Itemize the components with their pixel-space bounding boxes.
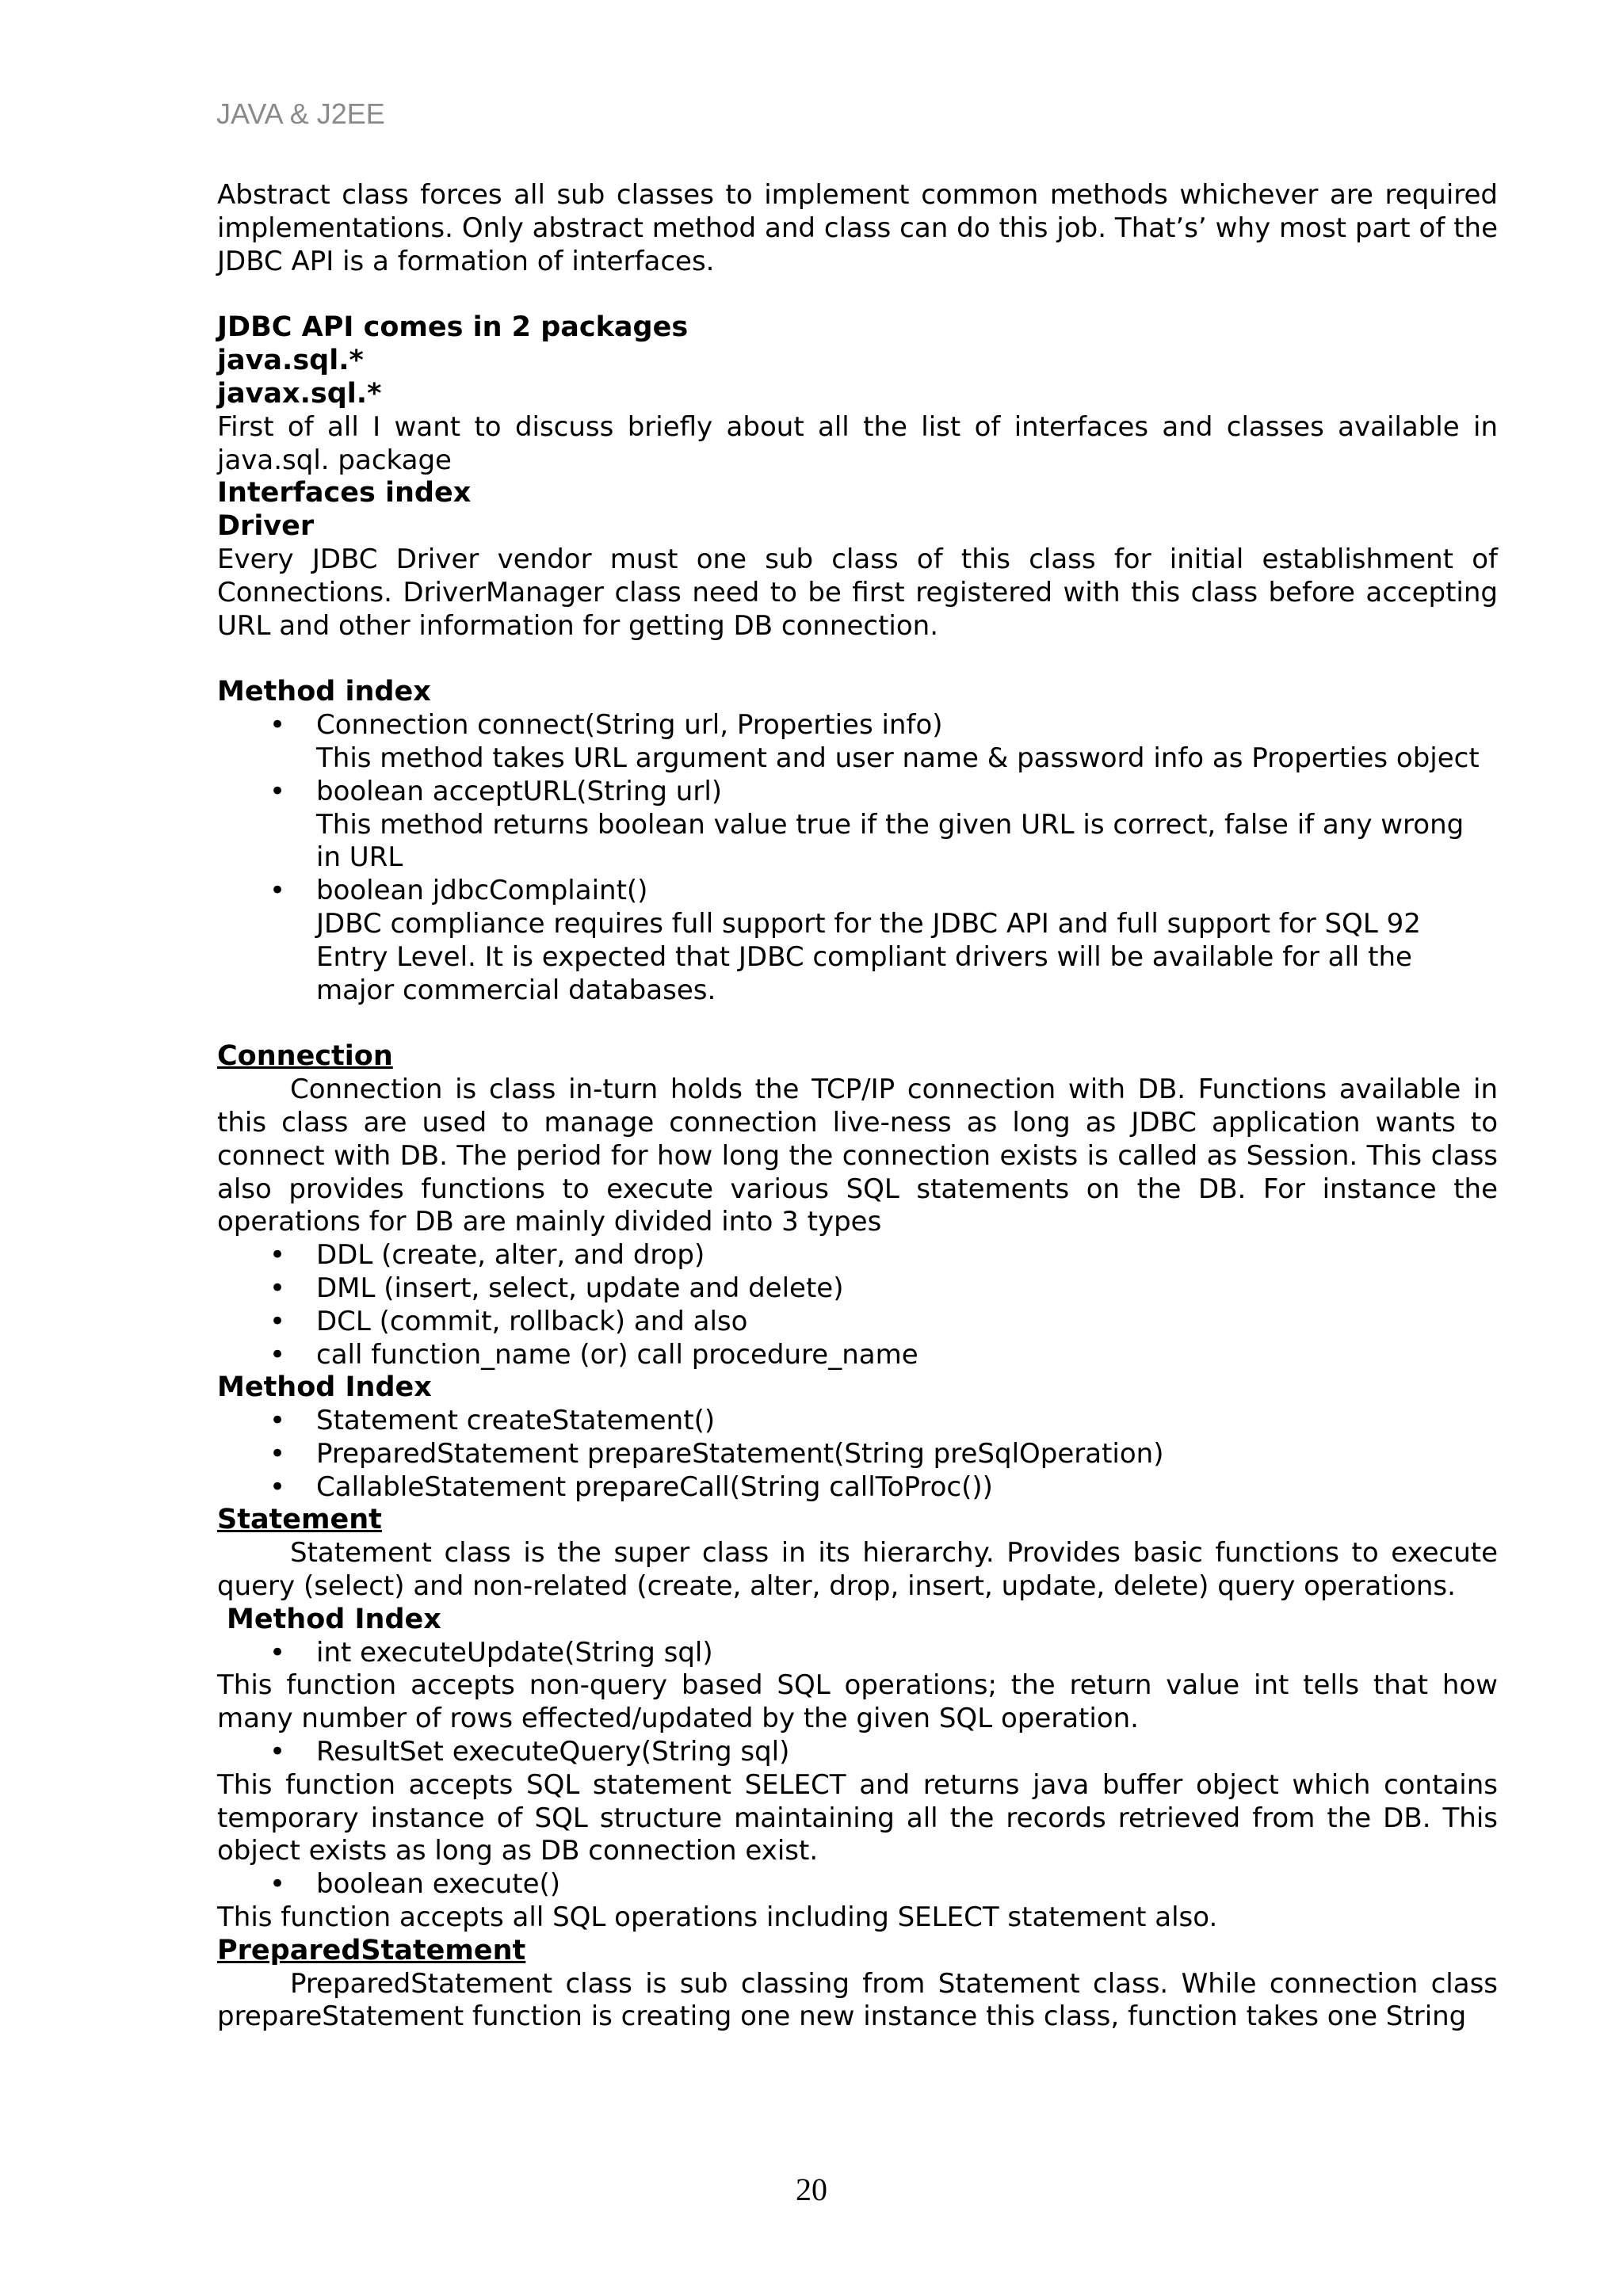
driver-method-index-heading: Method index xyxy=(217,676,431,708)
statement-method-list-3 xyxy=(217,1868,1498,1901)
page-content xyxy=(217,179,1498,2034)
spacer xyxy=(217,643,1498,676)
list-item xyxy=(217,1239,1498,1272)
running-header: JAVA & J2EE xyxy=(216,97,385,130)
list-item xyxy=(217,1471,1498,1505)
prepared-statement-description: PreparedStatement class is sub classing from Statement class. While connection class prepareStatement function is creating one new instance this class, function takes one String xyxy=(217,1967,1498,2033)
operation-type: call function_name (or) call procedure_name xyxy=(316,1338,918,1371)
method-description: This method returns boolean value true if the given URL is correct, false if any wrong in URL xyxy=(316,808,1465,874)
bullet-icon: • xyxy=(269,1405,286,1437)
package-java-sql: java.sql.* xyxy=(217,345,364,377)
connection-method-index-heading: Method Index xyxy=(217,1371,432,1404)
list-item xyxy=(217,1637,1498,1670)
list-item xyxy=(217,1272,1498,1306)
method-signature: boolean acceptURL(String url) xyxy=(316,775,723,807)
list-item xyxy=(217,1339,1498,1372)
connection-description: Connection is class in-turn holds the TCP/IP connection with DB. Functions available in this class are used to manage connection live-ness as long as JDBC application wants to connect with DB. The period for how long the connection exists is called as Session. This class also provides functions to execute various SQL statements on the DB. For instance the operations for DB are mainly divided into 3 types xyxy=(217,1074,1498,1238)
method-signature: boolean execute() xyxy=(316,1868,561,1901)
method-signature: boolean jdbcComplaint() xyxy=(316,875,648,907)
list-item xyxy=(217,709,1498,776)
method-description: This function accepts SQL statement SELECT and returns java buffer object which contains temporary instance of SQL structure maintaining all the records retrieved from the DB. This object exists as long as DB connection exist. xyxy=(217,1768,1498,1867)
bullet-icon: • xyxy=(269,1338,286,1371)
method-signature: Connection connect(String url, Properties info) xyxy=(316,709,943,742)
bullet-icon: • xyxy=(269,1868,286,1901)
interfaces-index-heading: Interfaces index xyxy=(217,477,472,509)
list-item xyxy=(217,776,1498,875)
operation-type: DCL (commit, rollback) and also xyxy=(316,1305,748,1337)
driver-description: Every JDBC Driver vendor must one sub class of this class for initial establishment of Connections. DriverManager class need to be first registered with this class before accepting URL and other information for getting DB connection. xyxy=(217,543,1498,642)
bullet-icon: • xyxy=(269,1305,286,1337)
bullet-icon: • xyxy=(269,1272,286,1304)
package-javax-sql: javax.sql.* xyxy=(217,377,382,410)
method-description: JDBC compliance requires full support for the JDBC API and full support for SQL 92 Entry Level. It is expected that JDBC compliant drivers will be available for all the major commercial databases. xyxy=(316,907,1421,1006)
method-signature: Statement createStatement() xyxy=(316,1405,716,1437)
spacer xyxy=(217,278,1498,311)
driver-method-list xyxy=(217,709,1498,1007)
method-description: This method takes URL argument and user name & password info as Properties object xyxy=(316,742,1480,774)
statement-heading: Statement xyxy=(217,1504,382,1536)
driver-heading: Driver xyxy=(217,510,315,543)
spacer xyxy=(217,1007,1498,1040)
db-operation-types-list xyxy=(217,1239,1498,1371)
packages-description: First of all I want to discuss briefly about all the list of interfaces and classes available in java.sql. package xyxy=(217,410,1498,476)
bullet-icon: • xyxy=(269,775,286,807)
intro-paragraph: Abstract class forces all sub classes to implement common methods whichever are required implementations. Only abstract method and class can do this job. That’s’ why most part of the JDBC API is a formation of interfaces. xyxy=(217,179,1498,277)
bullet-icon: • xyxy=(269,875,286,907)
list-item xyxy=(217,1736,1498,1769)
method-signature: ResultSet executeQuery(String sql) xyxy=(316,1736,790,1768)
packages-heading: JDBC API comes in 2 packages xyxy=(217,311,689,344)
method-signature: int executeUpdate(String sql) xyxy=(316,1636,713,1669)
connection-method-list xyxy=(217,1405,1498,1504)
bullet-icon: • xyxy=(269,1470,286,1503)
statement-description: Statement class is the super class in its hierarchy. Provides basic functions to execute query (select) and non-related (create, alter, drop, insert, update, delete) query operations. xyxy=(217,1537,1498,1603)
bullet-icon: • xyxy=(269,1736,286,1768)
statement-method-index-heading: Method Index xyxy=(227,1603,441,1635)
method-description: This function accepts non-query based SQL operations; the return value int tells that how many number of rows effected/updated by the given SQL operation. xyxy=(217,1669,1498,1735)
list-item xyxy=(217,1405,1498,1438)
list-item xyxy=(217,1306,1498,1339)
bullet-icon: • xyxy=(269,709,286,742)
page-number: 20 xyxy=(796,2172,827,2207)
prepared-statement-heading: PreparedStatement xyxy=(217,1934,526,1966)
statement-method-list-1 xyxy=(217,1637,1498,1670)
method-description: This function accepts all SQL operations including SELECT statement also. xyxy=(217,1901,1218,1934)
operation-type: DML (insert, select, update and delete) xyxy=(316,1272,844,1304)
statement-method-list-2 xyxy=(217,1736,1498,1769)
operation-type: DDL (create, alter, and drop) xyxy=(316,1239,705,1272)
bullet-icon: • xyxy=(269,1239,286,1272)
bullet-icon: • xyxy=(269,1437,286,1470)
bullet-icon: • xyxy=(269,1636,286,1669)
connection-heading: Connection xyxy=(217,1040,393,1073)
method-signature: CallableStatement prepareCall(String callToProc()) xyxy=(316,1470,993,1503)
list-item xyxy=(217,1868,1498,1901)
method-signature: PreparedStatement prepareStatement(String preSqlOperation) xyxy=(316,1437,1164,1470)
list-item xyxy=(217,875,1498,1007)
list-item xyxy=(217,1438,1498,1471)
